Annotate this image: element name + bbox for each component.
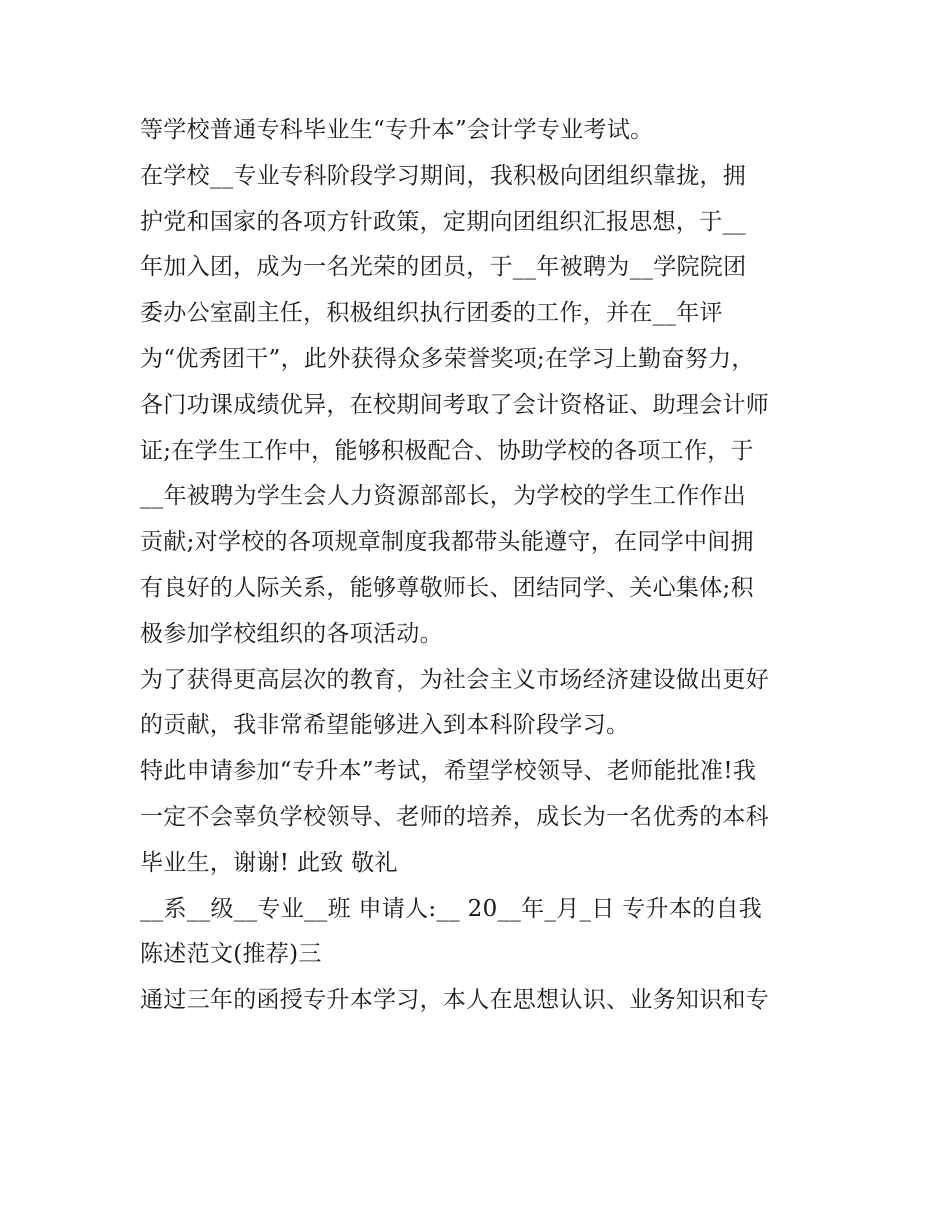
text-line-10: 贡献;对学校的各项规章制度我都带头能遵守，在同学中间拥: [140, 529, 754, 556]
text-line-11: 有良好的人际关系，能够尊敬师长、团结同学、关心集体;积: [140, 574, 754, 601]
document-body: [140, 108, 830, 1024]
text-line-14: 的贡献，我非常希望能够进入到本科阶段学习。: [140, 712, 630, 739]
text-line-15: 特此申请参加“专升本”考试，希望学校领导、老师能批准!我: [140, 758, 757, 785]
text-line-6: 为“优秀团干”，此外获得众多荣誉奖项;在学习上勤奋努力，: [140, 345, 755, 372]
text-line-19: 陈述范文(推荐)三: [140, 941, 322, 968]
text-line-3: 护党和国家的各项方针政策，定期向团组织汇报思想，于__: [140, 208, 747, 235]
text-line-20: 通过三年的函授专升本学习，本人在思想认识、业务知识和专: [140, 987, 770, 1014]
text-line-8: 证;在学生工作中，能够积极配合、协助学校的各项工作，于: [140, 437, 754, 464]
text-line-12: 极参加学校组织的各项活动。: [140, 620, 443, 647]
text-line-13: 为了获得更高层次的教育，为社会主义市场经济建设做出更好: [140, 666, 770, 693]
text-line-7: 各门功课成绩优异，在校期间考取了会计资格证、助理会计师: [140, 391, 770, 418]
text-line-2: 在学校__专业专科阶段学习期间，我积极向团组织靠拢，拥: [140, 162, 747, 189]
text-line-18: __系__级__专业__班 申请人:__ 20__年_月_日 专升本的自我: [140, 895, 763, 922]
text-line-4: 年加入团，成为一名光荣的团员，于__年被聘为__学院院团: [140, 254, 747, 281]
text-line-1: 等学校普通专科毕业生“专升本”会计学专业考试。: [140, 117, 654, 143]
text-line-5: 委办公室副主任，积极组织执行团委的工作，并在__年评: [140, 300, 723, 327]
text-line-9: __年被聘为学生会人力资源部部长，为学校的学生工作作出: [140, 483, 747, 510]
text-line-16: 一定不会辜负学校领导、老师的培养，成长为一名优秀的本科: [140, 803, 770, 830]
text-line-17: 毕业生，谢谢! 此致 敬礼: [140, 849, 398, 876]
